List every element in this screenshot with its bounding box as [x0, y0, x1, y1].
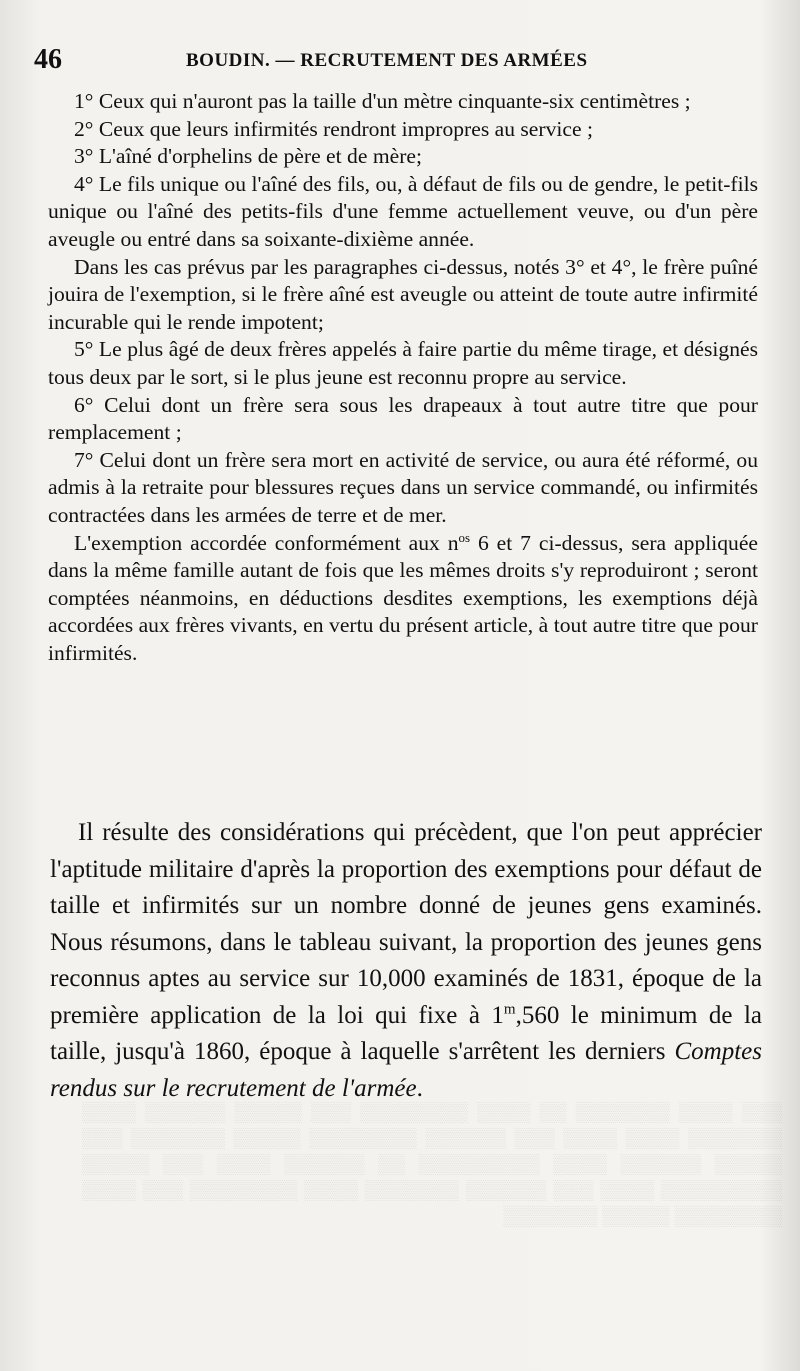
running-title: BOUDIN. — RECRUTEMENT DES ARMÉES [186, 50, 588, 71]
text-run: L'exemption accordée conformément aux n [74, 530, 459, 555]
body-paragraph [50, 815, 762, 1107]
article-paragraph-7: 6° Celui dont un frère sera sous les drapeaux à tout autre titre que pour remplacement ; [48, 392, 758, 445]
show-through-texture: ▒▒▒ ▒▒▒▒ ▒▒▒▒▒▒▒ ▒▒ ▒▒▒▒ ▒▒▒▒▒▒▒▒ ▒▒▒ ▒▒▒▒▒ ▒▒▒▒▒▒ ▒▒▒▒ ▒▒▒▒▒▒▒ ▒▒▒▒ ▒▒▒▒ ▒▒▒ ▒▒▒▒▒▒ ▒▒▒▒▒▒▒▒ ▒▒▒▒▒ ▒▒▒▒▒▒▒ ▒▒▒ ▒▒▒▒▒ ▒▒▒▒▒▒ ▒▒▒▒ ▒▒▒▒▒▒▒▒▒ ▒▒ ▒▒▒▒▒▒ ▒▒▒▒ ▒▒▒ ▒▒▒▒▒ ▒▒▒▒▒▒▒▒▒ ▒▒▒▒ ▒▒▒ ▒▒▒▒▒▒ ▒▒▒▒▒▒▒ ▒▒▒▒ ▒▒▒▒▒▒▒▒ ▒▒▒ ▒▒▒▒ ▒▒▒▒▒▒▒▒ ▒▒▒▒▒ ▒▒▒▒▒▒▒ [82, 1102, 782, 1227]
law-article-text [48, 88, 758, 667]
text-run: ,560 le minimum de la taille, jusqu'à 1860, époque à laquelle s'arrêtent les derniers [50, 1001, 762, 1065]
running-header [34, 44, 774, 78]
body-text [50, 815, 762, 1107]
page-number: 46 [34, 44, 62, 75]
article-paragraph-2: 2° Ceux que leurs infirmités rendront impropres au service ; [74, 116, 593, 141]
text-run: . [416, 1074, 423, 1102]
article-paragraph-3: 3° L'aîné d'orphelins de père et de mère; [74, 144, 422, 169]
article-paragraph-1: 1° Ceux qui n'auront pas la taille d'un mètre cinquante-six centimètres ; [74, 89, 691, 113]
article-paragraph-8: 7° Celui dont un frère sera mort en activité de service, ou aura été réformé, ou admis à la retraite pour blessures reçues dans un service commandé, ou infirmités contractées dans les armées de terre et de mer. [48, 447, 758, 527]
superscript: os [458, 529, 471, 545]
article-paragraph-6: 5° Le plus âgé de deux frères appelés à faire partie du même tirage, et désignés tous deux par le sort, si le plus jeune est reconnu propre au service. [48, 337, 758, 389]
article-paragraph-4: 4° Le fils unique ou l'aîné des fils, ou, à défaut de fils ou de gendre, le petit-fils unique ou l'aîné des petits-fils d'une femme actuellement veuve, ou d'un père aveugle ou entré dans sa soixante-dixième année. [48, 171, 758, 251]
text-run: 6 et 7 ci-dessus, sera appliquée dans la même famille autant de fois que les mêmes droits s'y reproduiront ; seront comptées néanmoins, en déductions desdites exemptions, les exemptions déjà accordées aux frères vivants, en vertu du présent article, à tout autre titre que pour infirmités. [48, 530, 759, 665]
article-paragraph-9 [48, 530, 758, 668]
superscript: m [503, 1001, 516, 1018]
text-run: Il résulte des considérations qui précèdent, que l'on peut apprécier l'aptitude militaire d'après la proportion des exemptions pour défaut de taille et infirmités sur un nombre donné de jeunes gens examinés. Nous résumons, dans le tableau suivant, la proportion des jeunes gens reconnus aptes au service sur 10,000 examinés de 1831, époque de la première application de la loi qui fixe à 1 [50, 819, 762, 1029]
article-paragraph-5: Dans les cas prévus par les paragraphes ci-dessus, notés 3° et 4°, le frère puîné jouira de l'exemption, si le frère aîné est aveugle ou atteint de toute autre infirmité incurable qui le rende impotent; [48, 254, 758, 334]
italic-title: Comptes rendus sur le recrutement de l'armée [50, 1038, 762, 1102]
